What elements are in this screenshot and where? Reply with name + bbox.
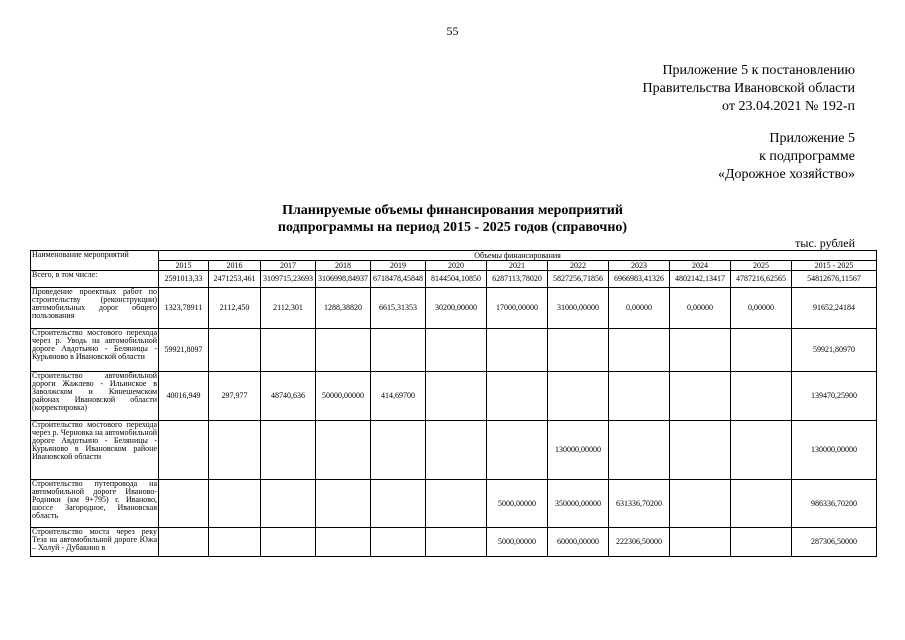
- value-cell: 414,69700: [371, 372, 426, 421]
- value-cell: 6615,31353: [371, 288, 426, 329]
- value-cell: [670, 480, 731, 528]
- value-cell: 2112,301: [261, 288, 316, 329]
- total-value-cell: 2471253,461: [209, 271, 261, 288]
- appendix-subprogram-line-2: к подпрограмме: [759, 149, 855, 164]
- total-value-cell: 5827256,71856: [548, 271, 609, 288]
- value-cell: [371, 480, 426, 528]
- value-cell: 297,977: [209, 372, 261, 421]
- table-row: [31, 329, 877, 372]
- table-row: [31, 288, 877, 329]
- appendix-resolution-line-1: Приложение 5 к постановлению: [662, 63, 855, 78]
- total-value-cell: 3106998,84937: [316, 271, 371, 288]
- table-header-row: [31, 251, 877, 261]
- year-header-10: 2024: [670, 261, 731, 271]
- value-cell: [316, 480, 371, 528]
- activity-name-cell: Строительство путепровода на автомобильной дороге Иваново-Родники (км 9+795) г. Иваново, шоссе Загородное, Ивановская область: [31, 480, 159, 528]
- year-header-7: 2021: [487, 261, 548, 271]
- value-cell: 631336,70200: [609, 480, 670, 528]
- value-cell: 5000,00000: [487, 480, 548, 528]
- value-cell: [209, 528, 261, 557]
- value-cell: [316, 329, 371, 372]
- total-value-cell: 4787216,62565: [731, 271, 792, 288]
- value-cell: [609, 421, 670, 480]
- value-cell: [670, 421, 731, 480]
- value-cell: [731, 528, 792, 557]
- appendix-subprogram-line-3: «Дорожное хозяйство»: [717, 167, 855, 182]
- value-cell: [371, 528, 426, 557]
- appendix-resolution-block: [643, 62, 855, 116]
- value-cell: 50000,00000: [316, 372, 371, 421]
- value-cell: 17000,00000: [487, 288, 548, 329]
- value-cell: [159, 421, 209, 480]
- value-cell: 2112,450: [209, 288, 261, 329]
- table-row: [31, 480, 877, 528]
- year-header-8: 2022: [548, 261, 609, 271]
- value-cell: [487, 372, 548, 421]
- value-cell: [316, 421, 371, 480]
- value-cell: [487, 421, 548, 480]
- year-header-1: 2015: [159, 261, 209, 271]
- units-label: тыс. рублей: [795, 236, 855, 250]
- year-header-12: 2015 - 2025: [792, 261, 877, 271]
- value-cell: 1323,78911: [159, 288, 209, 329]
- value-cell: 48740,636: [261, 372, 316, 421]
- activity-name-cell: Строительство моста через реку Теза на автомобильной дороге Южа – Холуй - Дубакино в: [31, 528, 159, 557]
- table-row: [31, 421, 877, 480]
- value-cell: 130000,00000: [792, 421, 877, 480]
- total-value-cell: 4802142,13417: [670, 271, 731, 288]
- value-cell: [371, 421, 426, 480]
- name-column-header: Наименование мероприятий: [31, 251, 159, 271]
- value-cell: [316, 528, 371, 557]
- year-header-4: 2018: [316, 261, 371, 271]
- value-cell: [426, 480, 487, 528]
- heading-line-1: Планируемые объемы финансирования мероприятий: [282, 203, 623, 218]
- value-cell: 222306,50000: [609, 528, 670, 557]
- activity-name-cell: Строительство мостового перехода через р. Черновка на автомобильной дороге Авдотьино - Беляницы - Курьяново в Ивановском районе Ивановской области: [31, 421, 159, 480]
- value-cell: [731, 480, 792, 528]
- year-header-6: 2020: [426, 261, 487, 271]
- table-row: [31, 528, 877, 557]
- year-header-3: 2017: [261, 261, 316, 271]
- total-value-cell: 8144504,10850: [426, 271, 487, 288]
- value-cell: [487, 329, 548, 372]
- value-cell: 986336,70200: [792, 480, 877, 528]
- value-cell: 5000,00000: [487, 528, 548, 557]
- activity-name-cell: Строительство автомобильной дороги Жажлево - Ильинское в Заволжском и Кинешемском районах Ивановской области (корректировка): [31, 372, 159, 421]
- value-cell: [371, 329, 426, 372]
- document-heading: [0, 202, 905, 236]
- appendix-subprogram-line-1: Приложение 5: [769, 131, 855, 146]
- value-cell: [209, 421, 261, 480]
- value-cell: [731, 421, 792, 480]
- year-header-9: 2023: [609, 261, 670, 271]
- year-header-2: 2016: [209, 261, 261, 271]
- value-cell: 350000,00000: [548, 480, 609, 528]
- value-cell: [426, 372, 487, 421]
- total-value-cell: 2591013,33: [159, 271, 209, 288]
- financing-table: [30, 250, 877, 557]
- value-cell: [261, 480, 316, 528]
- total-row: [31, 271, 877, 288]
- value-cell: 130000,00000: [548, 421, 609, 480]
- value-cell: [426, 421, 487, 480]
- total-value-cell: 3109715,23693: [261, 271, 316, 288]
- value-cell: [548, 372, 609, 421]
- appendix-resolution-line-2: Правительства Ивановской области: [642, 81, 855, 96]
- value-cell: [670, 528, 731, 557]
- value-cell: [159, 480, 209, 528]
- value-cell: [731, 329, 792, 372]
- value-cell: [209, 480, 261, 528]
- total-value-cell: 6718478,45848: [371, 271, 426, 288]
- value-cell: [209, 329, 261, 372]
- value-cell: 1288,38820: [316, 288, 371, 329]
- value-cell: 31000,00000: [548, 288, 609, 329]
- heading-line-2: подпрограммы на период 2015 - 2025 годов (справочно): [277, 220, 628, 235]
- value-cell: 30200,00000: [426, 288, 487, 329]
- value-cell: 60000,00000: [548, 528, 609, 557]
- year-header-11: 2025: [731, 261, 792, 271]
- total-row-label: Всего, в том числе:: [31, 271, 159, 288]
- value-cell: 139470,25900: [792, 372, 877, 421]
- value-cell: [670, 329, 731, 372]
- value-cell: [426, 329, 487, 372]
- value-cell: [670, 372, 731, 421]
- year-header-5: 2019: [371, 261, 426, 271]
- value-cell: 287306,50000: [792, 528, 877, 557]
- value-cell: 40016,949: [159, 372, 209, 421]
- value-cell: 59921,80970: [792, 329, 877, 372]
- value-cell: [261, 329, 316, 372]
- value-cell: [609, 372, 670, 421]
- value-cell: [261, 421, 316, 480]
- total-value-cell: 6287113,78020: [487, 271, 548, 288]
- appendix-resolution-line-3: от 23.04.2021 № 192-п: [722, 99, 855, 114]
- volume-column-header: Объемы финансирования: [159, 251, 877, 261]
- total-value-cell: 54812676,11567: [792, 271, 877, 288]
- activity-name-cell: Строительство мостового перехода через р. Уводь на автомобильной дороге Авдотьино - Беляницы - Курьяново в Ивановской области: [31, 329, 159, 372]
- table-row: [31, 372, 877, 421]
- value-cell: 59921,8097: [159, 329, 209, 372]
- value-cell: 0,00000: [609, 288, 670, 329]
- value-cell: [548, 329, 609, 372]
- value-cell: [261, 528, 316, 557]
- value-cell: [426, 528, 487, 557]
- value-cell: 91652,24184: [792, 288, 877, 329]
- appendix-subprogram-block: [718, 130, 855, 184]
- value-cell: [731, 372, 792, 421]
- value-cell: [609, 329, 670, 372]
- total-value-cell: 6966983,41326: [609, 271, 670, 288]
- value-cell: [159, 528, 209, 557]
- activity-name-cell: Проведение проектных работ по строительству (реконструкции) автомобильных дорог общего пользования: [31, 288, 159, 329]
- value-cell: 0,00000: [731, 288, 792, 329]
- page-number: 55: [446, 24, 459, 38]
- value-cell: 0,00000: [670, 288, 731, 329]
